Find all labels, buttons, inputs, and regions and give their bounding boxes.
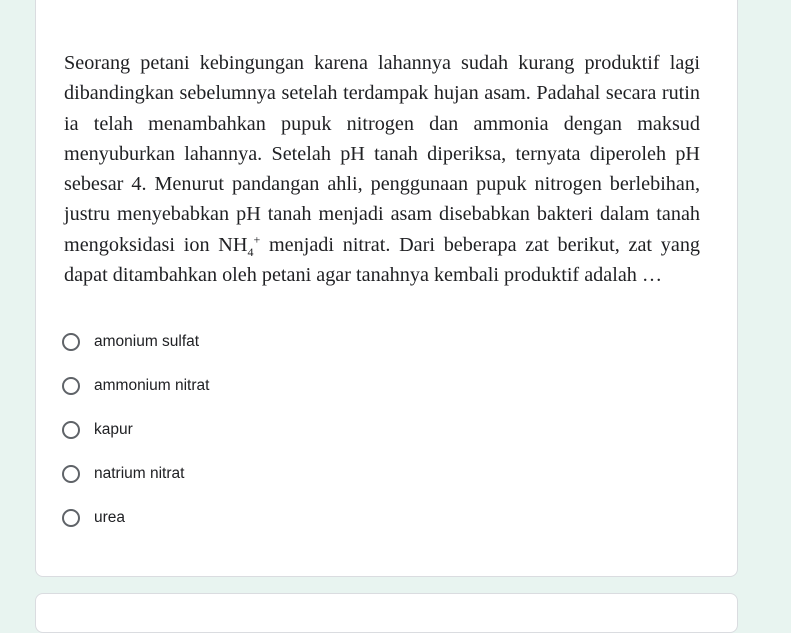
option-natrium-nitrat[interactable] [62, 452, 662, 496]
next-question-card [35, 593, 738, 633]
radio-button[interactable] [62, 509, 80, 527]
radio-button[interactable] [62, 465, 80, 483]
option-label: ammonium nitrat [94, 377, 210, 394]
question-text [64, 48, 700, 290]
question-superscript: + [253, 232, 261, 247]
option-urea[interactable] [62, 496, 662, 540]
question-text-part1: Seorang petani kebingungan karena lahannya sudah kurang produktif lagi dibandingkan sebelumnya setelah terdampak hujan asam. Padahal secara rutin ia telah menambahkan pupuk nitrogen dan ammonia dengan maksud menyuburkan lahannya. Setelah pH tanah diperiksa, ternyata diperoleh pH sebesar 4. Menurut pandangan ahli, penggunaan pupuk nitrogen berlebihan, justru menyebabkan pH tanah menjadi asam disebabkan bakteri dalam tanah mengoksidasi ion NH [64, 52, 700, 256]
question-subscript: 4 [247, 244, 254, 259]
option-label: urea [94, 509, 126, 526]
question-card [35, 0, 738, 577]
answer-options [62, 320, 662, 540]
question-text-part2: menjadi nitrat. Dari beberapa zat berikut, zat yang dapat ditambahkan oleh petani agar tanahnya kembali produktif adalah … [64, 233, 701, 287]
option-kapur[interactable] [62, 408, 662, 452]
option-label: kapur [94, 421, 133, 438]
radio-button[interactable] [62, 333, 80, 351]
option-label: natrium nitrat [94, 465, 185, 482]
option-ammonium-nitrat[interactable] [62, 364, 662, 408]
option-amonium-sulfat[interactable] [62, 320, 662, 364]
radio-button[interactable] [62, 377, 80, 395]
option-label: amonium sulfat [94, 333, 200, 350]
radio-button[interactable] [62, 421, 80, 439]
